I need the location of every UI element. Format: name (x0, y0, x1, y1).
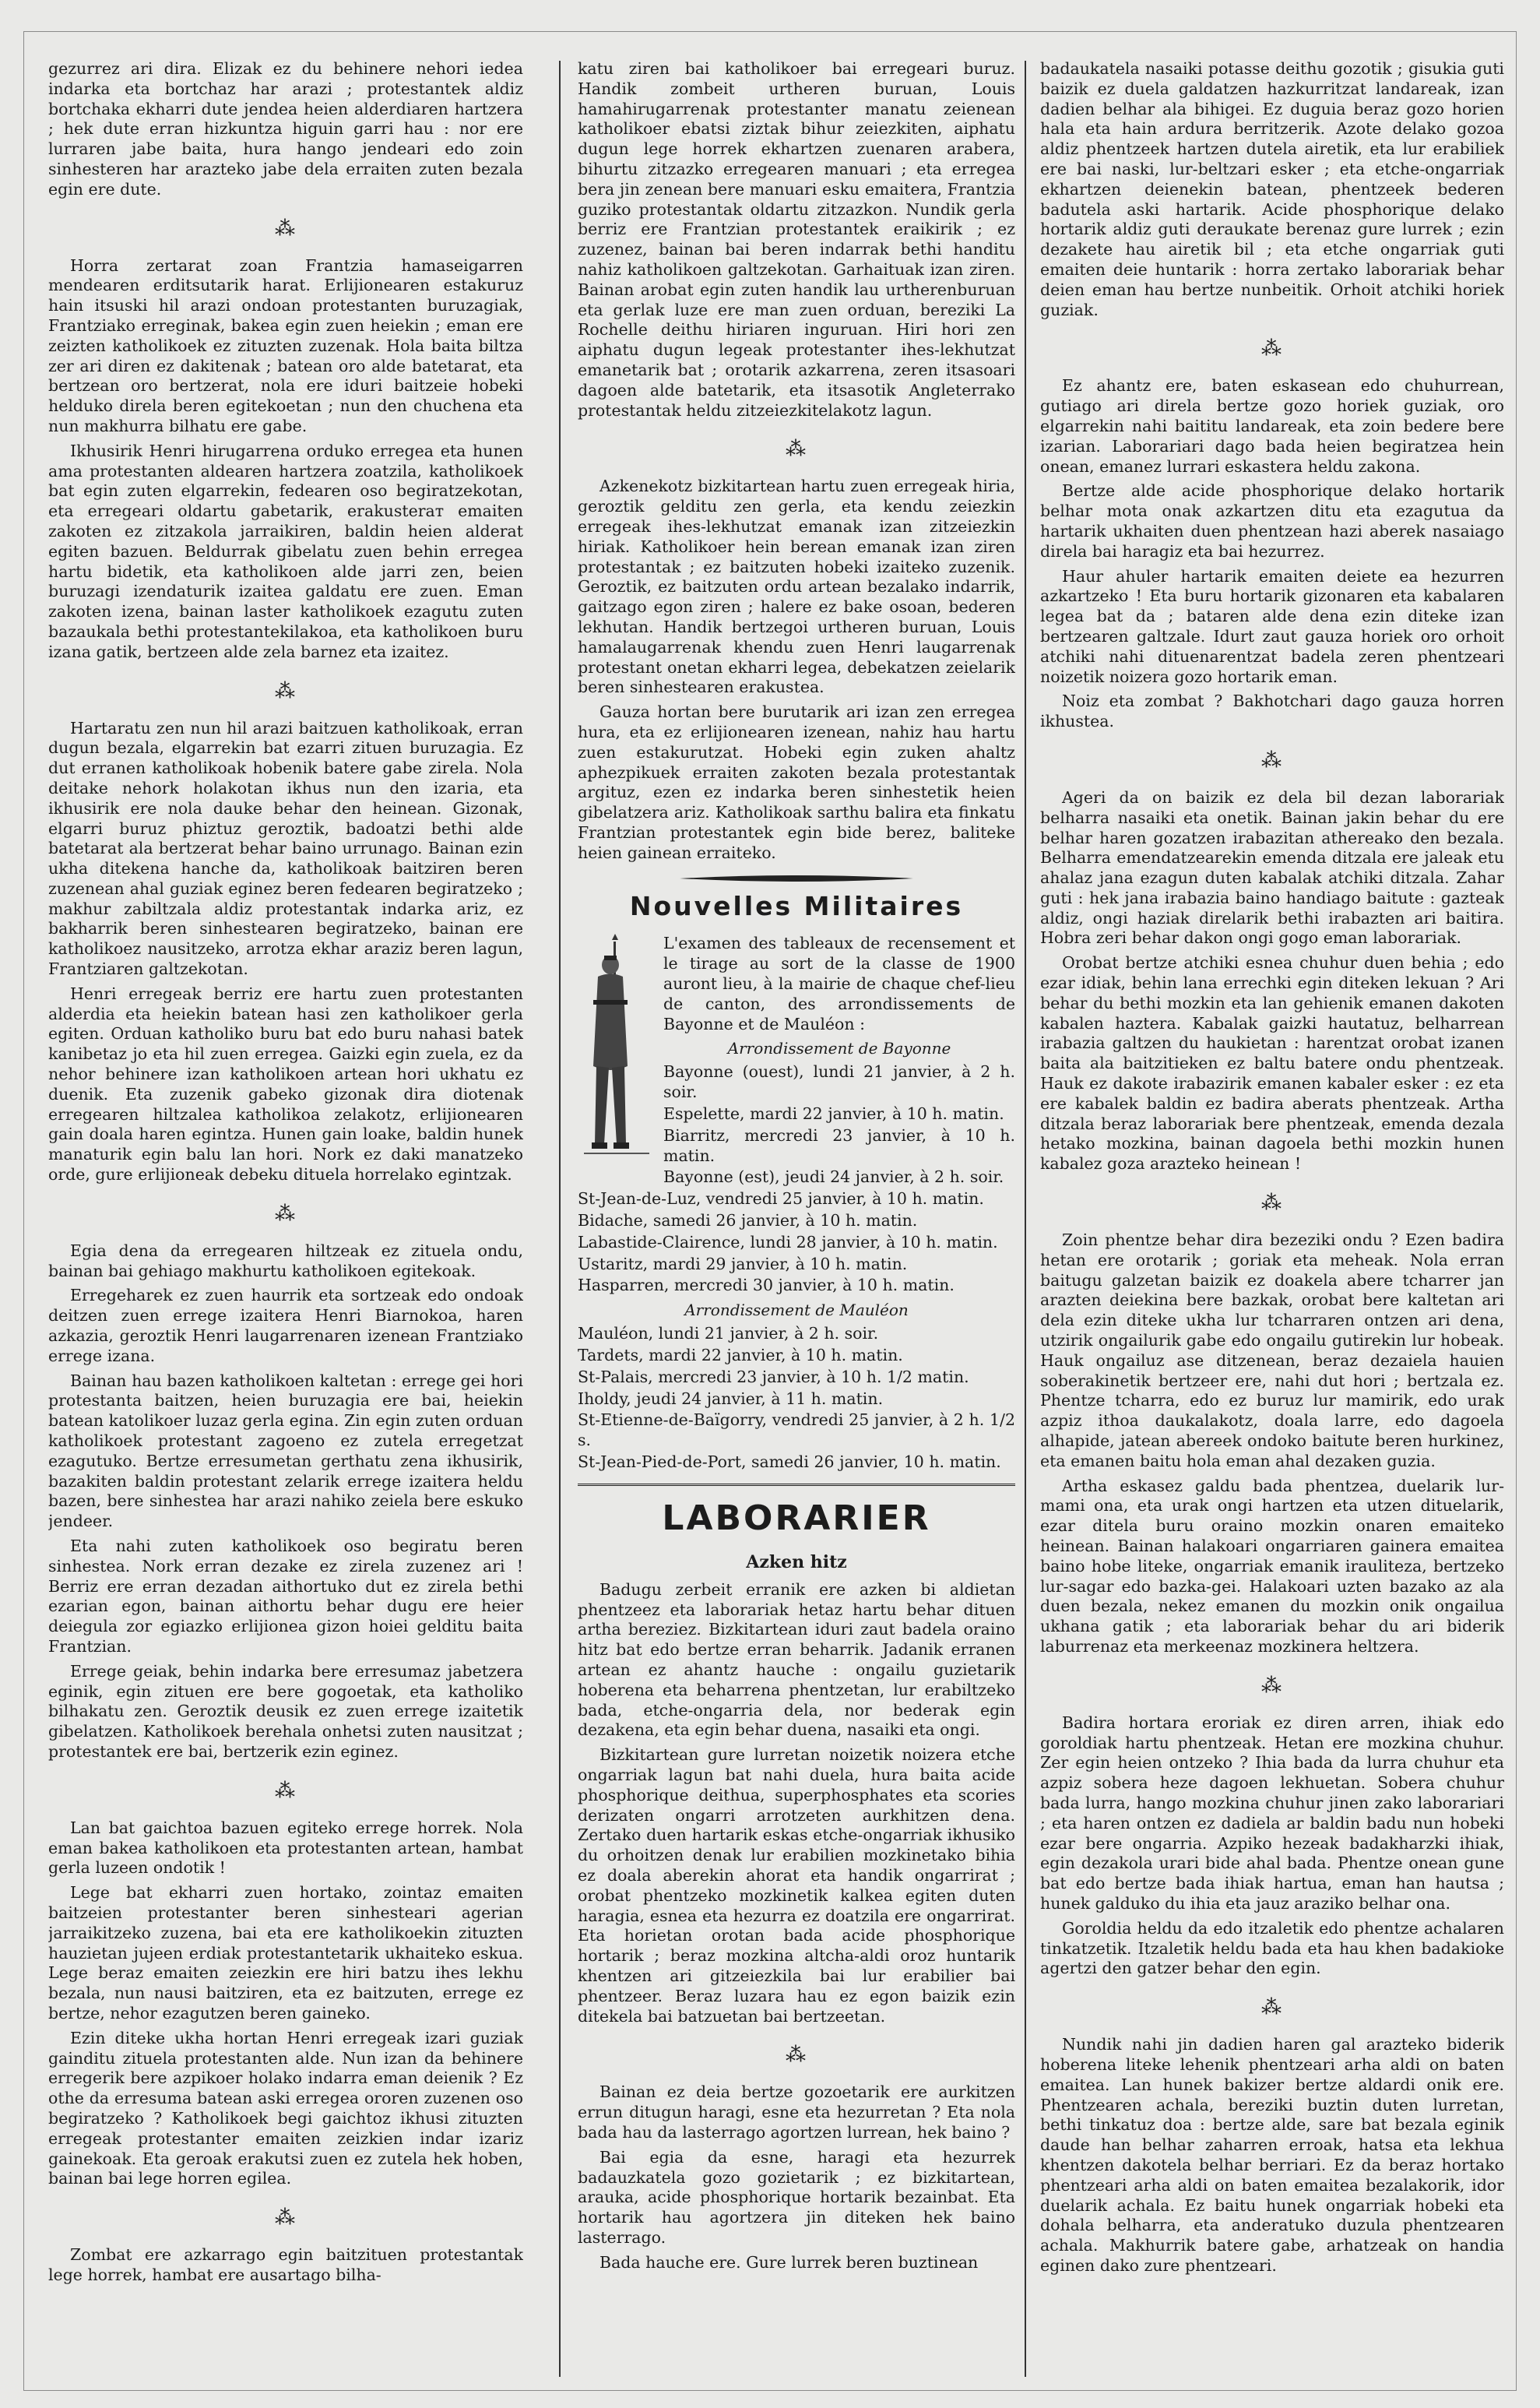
article-paragraph: Nundik nahi jin dadien haren gal arazteko biderik hoberena liteke lehenik phentzeari arha aldi on baten emaitea. Lan hunek bakizer bertze aldardi onik ere. Phentzearen achala, bereziki buztin duten lurretan, bethi tinkatuz doa : bertze alde, sare bat bezala eginik daude han belhar zaharren erroak, hatsa eta lekhua khentzen dakotela belhar berriari. Ez da beraz hortako phentzeari arha aldi on baten emaitea bezalakorik, idor duelarik achala. Ez baitu hunek ongarriak hobeki eta dohala belharra, eta anderatuko duzula phentzearen achala. Makhurrik batere gabe, arhatzeak on handia eginen dako zure phentzeari. (1040, 2035, 1504, 2275)
schedule-entry: Ustaritz, mardi 29 janvier, à 10 h. matin. (578, 1254, 908, 1273)
schedule-entry: Tardets, mardi 22 janvier, à 10 h. matin. (578, 1346, 903, 1365)
military-intro: L'examen des tableaux de recensement et le tirage au sort de la classe de 1900 auront lieu, à la mairie de chaque chef-lieu de canton, des arrondissements de Bayonne et de Mauléon : (663, 934, 1015, 1033)
article-paragraph: Henri erregeak berriz ere hartu zuen protestanten alderdia eta heiekin batean hasi zen katholikoer gerla egiten. Orduan katholiko buru bat edo buru nahasi batek kanibetaz jo eta hil zuen erregea. Gaizki egin zuela, ez da nehor behinere izan katholikoen artean hori ukhatu ez duenik. Eta zuzenik gabeko gizonak dira diotenak erregearen hiltzalea katholikoa zelakotz, erlijionearen gain doala haren egintza. Hunen gain loake, baldin hunek manaturik egin balu lan hori. Nork ez daki manatzeko orde, gure erlijioneak debeku dituela horrelako egintzak. (48, 984, 523, 1185)
article-paragraph: Artha eskasez galdu bada phentzea, duelarik lur-mami ona, eta urak ongi hartzen eta utzen dituelarik, ezar ditela buru oraino mozkin onaren emaiteko heinean. Bainan halakoari ongarriaren gainera emaitea baino hobe liteke, ongarriak emanik irauliteza, bertzeko lur-sagar edo bazka-gei. Halakoari uzten bazako az ala duen bezala, nekez emanen du mozkin onik ongailua ukhana gatik ; eta laborariak behar du ari biderik laburrenaz eta merkeenaz mozkinera heltzera. (1040, 1476, 1504, 1656)
military-notice (578, 934, 1015, 1472)
section-separator-icon: ⁂ (1261, 748, 1283, 773)
article-paragraph: Badugu zerbeit erranik ere azken bi aldietan phentzeez eta laborariak hetaz hartu behar dituen artha bereziez. Bizkitartean iduri zaut badela oraino hitz bat edo bertze erran beharrik. Jadanik erranen artean ez ahantz hauche : ongailu guzietarik hoberena eta beharrena phentzetan, lur erabiltzeko bada, etche-ongarria dela, nor bederak egin dezakena, eta egin behar duena, nasaiki eta ongi. (578, 1579, 1015, 1740)
article-paragraph: Orobat bertze atchiki esnea chuhur duen behia ; edo ezar idiak, behin lana errechki egin diteken lekuan ? Ari behar du bethi mozkin eta lan gehienik emanen dakoten kabalen haztera. Kabalak gaizki hautatuz, belharrean irabazia galtzen du haukietan : harentzat orobat izanen baita ala baitzitieken ez baltu batere ondu phentzeak. Hauk ez dakote irabazirik emanen kabaler esker : ez eta ere kabalek baldin ez badira aberats phentzeak. Artha ditzala beraz laborariak bere phentzeak, emenda dezala hetako mozkina, bainan dagoela bethi mozkin hunen kabalez goza arazteko heinean ! (1040, 953, 1504, 1174)
section-separator-icon: ⁂ (275, 1779, 297, 1803)
section-separator-icon: ⁂ (786, 438, 807, 462)
article-paragraph: Ez ahantz ere, baten eskasean edo chuhurrean, gutiago ari direla bertze gozo horiek guziak, oro elgarrekin nahi baititu landareak, eta zoin bedere bere izarian. Laborariari dago bada heien begiratzea hein onean, emanez lurrari eskastera heldu zakona. (1040, 376, 1504, 476)
section-separator-icon: ⁂ (1261, 1996, 1283, 2020)
schedule-entry: St-Palais, mercredi 23 janvier, à 10 h. 1/2 matin. (578, 1367, 969, 1386)
schedule-entry: Mauléon, lundi 21 janvier, à 2 h. soir. (578, 1324, 879, 1343)
schedule-entry: Bayonne (ouest), lundi 21 janvier, à 2 h. soir. (663, 1062, 1015, 1102)
article-paragraph: Zoin phentze behar dira bezeziki ondu ? Ezen badira hetan ere orotarik ; goriak eta meheak. Nola erran baitugu galzetan baizik ez doakela abere tcharrer jan arazten deiekina bere bazkak, orobat bere kaltetan ari dela ezin diteke ukha lur tcharraren ontzen ari dena, utzirik ongailurik gabe edo ongailu gutirekin lur hobeak. Hauk ongailuz ase ditzenean, beraz dezaiela hauien soberakinetik bertzeer ere, nahi dut hori ; bertzala ez. Phentze tcharra, edo ez buruz lur mamirik, edo urak azpiz ithoa daukalakotz, doala larre, edo dagoela alhapide, jatean abereek ondoko baitute beren hurkinez, eta emanen baitu hola eman ahal dezaken guzia. (1040, 1230, 1504, 1470)
schedule-entry: Biarritz, mercredi 23 janvier, à 10 h. matin. (663, 1125, 1015, 1165)
section-separator-icon: ⁂ (275, 1202, 297, 1226)
article-paragraph: Bai egia da esne, haragi eta hezurrek badauzkatela gozo gozietarik ; ez bizkitartean, arauka, acide phosphorique hortarik bezainbat. Eta hortarik hau agortzera jin diteken hek baino lasterrago. (578, 2147, 1015, 2247)
schedule-entry: St-Etienne-de-Baïgorry, vendredi 25 janvier, à 2 h. 1/2 s. (578, 1410, 1015, 1450)
article-paragraph: Haur ahuler hartarik emaiten deiete ea hezurren azkartzeko ! Eta buru hortarik gizonaren eta kabalaren legea bat da ; bataren alde dena ezin diteke izan bertzearen galtzale. Idurt zaut gauza horiek oro orhoit atchiki nahi dituenarentzat badela zeren phentzeari noizetik noizera gozo hortarik eman. (1040, 566, 1504, 686)
schedule-entry: Bidache, samedi 26 janvier, à 10 h. matin. (578, 1211, 918, 1230)
article-paragraph: Lan bat gaichtoa bazuen egiteko errege horrek. Nola eman bakea katholikoen eta protestanten artean, hambat gerla luzeen ondotik ! (48, 1818, 523, 1878)
column-left (48, 59, 523, 2377)
column-rule (559, 61, 561, 2377)
article-paragraph: Egia dena da erregearen hiltzeak ez zituela ondu, bainan bai gehiago makhurtu katholikoen egitekoak. (48, 1241, 523, 1280)
schedule-entry: St-Jean-de-Luz, vendredi 25 janvier, à 10 h. matin. (578, 1189, 984, 1209)
section-separator-icon: ⁂ (1261, 1192, 1283, 1216)
article-paragraph: katu ziren bai katholikoer bai erregeari buruz. Handik zombeit urtheren buruan, Louis hamahirugarrenak protestanter manatu zeienean katholikoer ebatsi ziztak bihur zeiezkiten, aiphatu dugun lege horrek ekhartzen zuenaren arabera, bihurtu zitzazko erregearen manuari ; eta erregea bera jin zenean bere manuari esku emaitera, Frantzia guziko protestantak oldartu zitzazkon. Nundik gerla berriz ere Frantzian protestantek eraikirik ; ez zuzenez, bainan bai beren indarrak bethi handitu nahiz katholikoen galtzekotan. Garhaituak izan ziren. Bainan arobat egin zuten handik lau urtherenburuan eta gerlak luze ere man zuen orduan, bereziki La Rochelle deithu hiriaren inguruan. Hiri hori zen aiphatu dugun legeak protestanter ihes-lekhutzat emanetarik bat ; orotarik azkarrena, zeren itsasoari dagoen alde batetarik, eta itsasotik Angleterrako protestantak heldu zitzeiezkitelakotz lagun. (578, 59, 1015, 420)
article-paragraph: Lege bat ekharri zuen hortako, zointaz emaiten baitzeien protestanter beren sinhesteari agerian jarraikitzeko zuzena, bai eta ere katholikoekin zituzten hauzietan jujeen erdiak protestantetarik ukhaiteko eskua. Lege beraz emaiten zeiezkin ere hiri batzu ihes lekhu bezala, nun nausi baitziren, eta ez baitzuten, errege ez bertze, nehor ezagutzen beren gaineko. (48, 1883, 523, 2023)
article-paragraph: Ikhusirik Henri hirugarrena orduko erregea eta hunen ama protestanten aldearen hartzera zoatzila, katholikoek bat egin zuten elgarrekin, fedearen oso begiratzekotan, eta erregeari oldartu gabetarik, erakusteraт emaiten zakoten ez zitzakola jarraikiren, baldin heien alderat egiten bazuen. Beldurrak gibelatu zuen behin erregea hartu bidetik, eta katholikoen alde jarri zen, beien buruzagi izendaturik izaitea galdatu ere zuen. Eman zakoten izena, bainan laster katholikoek ezagutu zuten bazaukala bethi protestantekilakoa, eta katholikoen buru izana gatik, bertzeen alde zela barnez eta izaitez. (48, 441, 523, 661)
column-rule (1025, 61, 1026, 2377)
article-paragraph: Eta nahi zuten katholikoek oso begiratu beren sinhestea. Nork erran dezake ez zirela zuzenez ari ! Berriz ere erran dezadan aithortuko dut ez zirela bethi ezarian egon, bainan aithortu behar dugu ere heier deiegula zor egiazko erlijionea gizon hoiei gelditu baita Frantzian. (48, 1537, 523, 1656)
article-paragraph: badaukatela nasaiki potasse deithu gozotik ; gisukia guti baizik ez duela galdatzen hazkurritzat landareak, izan dadien belhar ala bihigei. Ez duguia beraz gozo horien hala eta hain ardura berritzerik. Azote delako gozoa aldiz phentzeek hartzen dutela airetik, eta lur erabiliek ere bai naski, lur-beltzari esker ; eta etche-ongarriak ekhartzen deienekin batean, phentzeek bederen badutela aski hartarik. Acide phosphorique delako hortarik aldiz guti deraukate berenaz gure lurrek ; ezin dezakete hau airetik bil ; eta etche ongarriak guti emaiten deie huntarik : horra zertako laborariak behar deien eman hau bertze nunbeitik. Orhoit atchiki horiek guziak. (1040, 59, 1504, 319)
article-paragraph: Gauza hortan bere burutarik ari izan zen erregea hura, eta ez erlijionearen izenean, nahiz hau hartu zuen estakurutzat. Hobeki egin zuken ahaltz aphezpikuek erraiten zakoten bezala protestantak argituz, ezen ez indarka beren sinhestetik heien gibelatzera ariz. Katholikoak sarthu balira eta finkatu Frantzian protestantek egin bide berez, baliteke heien gainean erraiteko. (578, 702, 1015, 862)
military-news-heading: Nouvelles Militaires (629, 891, 964, 922)
schedule-entry: Iholdy, jeudi 24 janvier, à 11 h. matin. (578, 1389, 884, 1408)
schedule-entry: Bayonne (est), jeudi 24 janvier, à 2 h. soir. (663, 1167, 1004, 1187)
section-separator-icon: ⁂ (275, 2206, 297, 2230)
article-paragraph: Noiz eta zombat ? Bakhotchari dago gauza horren ikhustea. (1040, 692, 1504, 731)
article-paragraph: Hartaratu zen nun hil arazi baitzuen katholikoak, erran dugun bezala, elgarrekin bat ezarri zituen buruzagia. Ez dut erranen katholikoak hobenik batere gabe zirela. Nola deitake nehork holakotan ikhus nun den izaria, eta ikhusirik ere nola dauke behar den heinean. Gizonak, elgarri buruz phiztuz geroztik, badoatzi bethi alde batetarat ala bertzerat behar baino urrunago. Bainan ezin ukha ditekena hanche da, katholikoak baitziren beren zuzenean ahal guziak eginez beren fedearen begiratzeko ; makhur zabiltzala aldiz protestantak indarka ariz, ez bakharrik beren sinhestearen begiratzeko, bainan ere katholikoez nausitzeko, arrotza ekhar araziz beren lagun, Frantziaren galtzekotan. (48, 718, 523, 979)
article-paragraph: Horra zertarat zoan Frantzia hamaseigarren mendearen erditsutarik harat. Erlijionearen estakuruz hain itsuski hil arazi ondoan protestanten buruzagiak, Frantziako erreginak, bakea egin zuen heiekin ; eman ere zeizten katholikoek ez zituzten zuzenak. Hola baita biltza zer ari diren ez dakitenak ; batean oro alde batetarat, eta bertzean oro bertzerat, nola ere iduri baitzeie hobeki helduko direla beren egitekoetan ; nun den chuchena eta nun makhurra bilhatu ere gabe. (48, 255, 523, 435)
article-paragraph: gezurrez ari dira. Elizak ez du behinere nehori iedea indarka eta bortchaz har arazi ; protestantek aldiz bortchaka ekharri dute jendea heien alderdiaren hartzera ; hek dute erran hizkuntza higuin garri hau : nor ere lurraren jabe baita, hura hango jendeari edo zoin sinhesteren har arazteko jabe dela erraiten zuten bezala egin ere dute. (48, 59, 523, 199)
section-rule (578, 1484, 1015, 1486)
section-separator-icon: ⁂ (275, 217, 297, 241)
section-separator-icon: ⁂ (275, 679, 297, 703)
article-paragraph: Bizkitartean gure lurretan noizetik noizera etche ongarriak lagun bat nahi duela, hura baita acide phosphorique deithua, superphosphates eta scories derizaten ongarri arrotzeten aurkhitzen dena. Zertako duen hartarik eskas etche-ongarriak ikhusiko du orhoitzen denak lur erabilien mozkinetako bihia ez doala aberekin ahorat eta handik ongarrirat ; orobat phentzeko mozkinetik kalkea egiten duten haragia, esnea eta hezurra ez doatzila ere ongarrirat. Eta horietan orotan bada acide phosphorique hortarik ; beraz mozkina altcha-aldi oroz huntarik khentzen ari gitzeiezkila bai lur erabilier bai phentzeer. Beraz luzara hau ez egon baizik ezin ditekela bai batzuetan bai bertzeetan. (578, 1745, 1015, 2026)
article-paragraph: Bainan hau bazen katholikoen kaltetan : errege gei hori protestanta baitzen, heien buruzagia ere bai, heiekin batean katolikoer luzaz gerla egina. Zin egin zuten orduan katholikoek protestant zagoeno ez zutela erregetzat ezagutuko. Bertze erresumetan gerthatu zena ikhusirik, bazakiten baldin protestant zelarik errege izaitera heldu bazen, bere sinhestea har arazi nahiko zeiela bere eskuko jendeer. (48, 1371, 523, 1531)
article-paragraph: Bainan ez deia bertze gozoetarik ere aurkitzen errun ditugun haragi, esne eta hezurretan ? Eta nola bada hau da lasterrago agortzen lurrean, hek baino ? (578, 2082, 1015, 2142)
schedule-entry: St-Jean-Pied-de-Port, samedi 26 janvier, 10 h. matin. (578, 1452, 1001, 1472)
article-paragraph: Ezin diteke ukha hortan Henri erregeak izari guziak gainditu zituela protestanten alde. Nun izan da behinere erregerik bere azpikoer holako indarra eman deienik ? Ez othe da erresuma batean aski erregea ororen zuzenen oso begiratzeko ? Katholikoek begi gaichtoz ikhusi zituzten erregeak protestanter emaiten zeizkien indar izariz gainekoak. Eta geroak erakutsi zuen ez zutela hek hoben, bainan bai lege horren egilea. (48, 2028, 523, 2188)
article-paragraph: Bada hauche ere. Gure lurrek beren buztinean (599, 2252, 979, 2272)
ornament-divider-icon (680, 874, 913, 883)
column-middle (578, 59, 1015, 2377)
section-separator-icon: ⁂ (1261, 1674, 1283, 1698)
section-separator-icon: ⁂ (1261, 337, 1283, 361)
schedule-entry: Labastide-Clairence, lundi 28 janvier, à 10 h. matin. (578, 1232, 998, 1252)
article-paragraph: Errege geiak, behin indarka bere erresumaz jabetzera eginik, egin zituen ere bere gogoetak, eta katholiko bilhakatu zen. Geroztik deusik ez zuen errege izaitetik gibelatzen. Katholikoek berehala onhetsi zuten nausitzat ; protestantek ere bai, bertzerik ezin eginez. (48, 1661, 523, 1761)
schedule-entry: Espelette, mardi 22 janvier, à 10 h. matin. (663, 1104, 1004, 1124)
laborarier-heading: LABORARIER (662, 1498, 931, 1538)
article-paragraph: Badira hortara eroriak ez diren arren, ihiak edo goroldiak hartu phentzeak. Hetan ere mozkina chuhur. Zer egin heien ontzeko ? Ihia bada da lurra chuhur eta azpiz sobera heze dagoen lekhuetan. Sobera chuhur bada lurra, hango mozkina chuhur jinen zako laborariari ; eta haren ontzen ez dadiela ar baldin badu nun hobeki ezar bere ongarria. Azpiko hezeak badakharzki ihiak, egin dezakola urari bide ahal bada. Phentze onean gune bat edo bertze bada ihiak hartua, eman han hautsa ; hunek galduko du ihia eta jauz araziko belhar ona. (1040, 1713, 1504, 1913)
article-paragraph: Zombat ere azkarrago egin baitzituen protestantak lege horrek, hambat ere ausartago bilha- (48, 2245, 523, 2284)
schedule-entry: Hasparren, mercredi 30 janvier, à 10 h. matin. (578, 1276, 955, 1295)
article-paragraph: Bertze alde acide phosphorique delako hortarik belhar mota onak azkartzen ditu eta ezagutua da hartarik ukhaiten duen phentzean hazi aberek nasaiago direla bai haragiz eta bai hezurrez. (1040, 481, 1504, 561)
soldier-illustration-icon (578, 934, 656, 1167)
article-paragraph: Azkenekotz bizkitartean hartu zuen erregeak hiria, geroztik gelditu zen gerla, eta kendu zeiezkin erregeak ihes-lekhutzat emanak izan zitzeiezkin hiriak. Katholikoer hein berean emanak izan ziren protestantak ; ez baitzuten hobeki izaiteko zuzenik. Geroztik, ez baitzuten ordu artean bezalako indarrik, gaitzago egon ziren ; halere ez bake osoan, bederen lekhutan. Handik bertzegoi urtheren buruan, Louis hamalaugarrenak khendu zuen Henri laugarrenak protestant onetan ekharri legea, debekatzen zeielarik beren sinhestearen erakustea. (578, 477, 1015, 697)
article-paragraph: Ageri da on baizik ez dela bil dezan laborariak belharra nasaiki eta onetik. Bainan jakin behar du ere belhar haren gozatzen irabazitan athereako den bezala. Belharra emendatzearekin emenda ditzala ere jaleak etu ahalaz jana ezagun duten kabalak atchiki ditzala. Zahar guti : hek jana irabazia baino handiago baitute : gazteak aldiz, ongi haziak direlarik bethi irabazten ari baitira. Hobra zeri behar dakon ongi gogo eman laborariak. (1040, 787, 1504, 948)
section-separator-icon: ⁂ (786, 2044, 807, 2068)
column-right (1040, 59, 1504, 2377)
article-paragraph: Erregeharek ez zuen haurrik eta sortzeak edo ondoak deitzen zuen errege izaitera Henri Biarnokoa, haren azkazia, geroztik Henri laugarrenaren izenean Frantziako errege izana. (48, 1286, 523, 1365)
article-paragraph: Goroldia heldu da edo itzaletik edo phentze achalaren tinkatzetik. Itzaletik heldu bada eta hau khen badakioke agertzi den gatzer behar den egin. (1040, 1918, 1504, 1978)
laborarier-subheading: Azken hitz (746, 1551, 847, 1572)
arrondissement-bayonne-title: Arrondissement de Bayonne (727, 1039, 951, 1058)
arrondissement-mauleon-title: Arrondissement de Mauléon (684, 1301, 909, 1320)
